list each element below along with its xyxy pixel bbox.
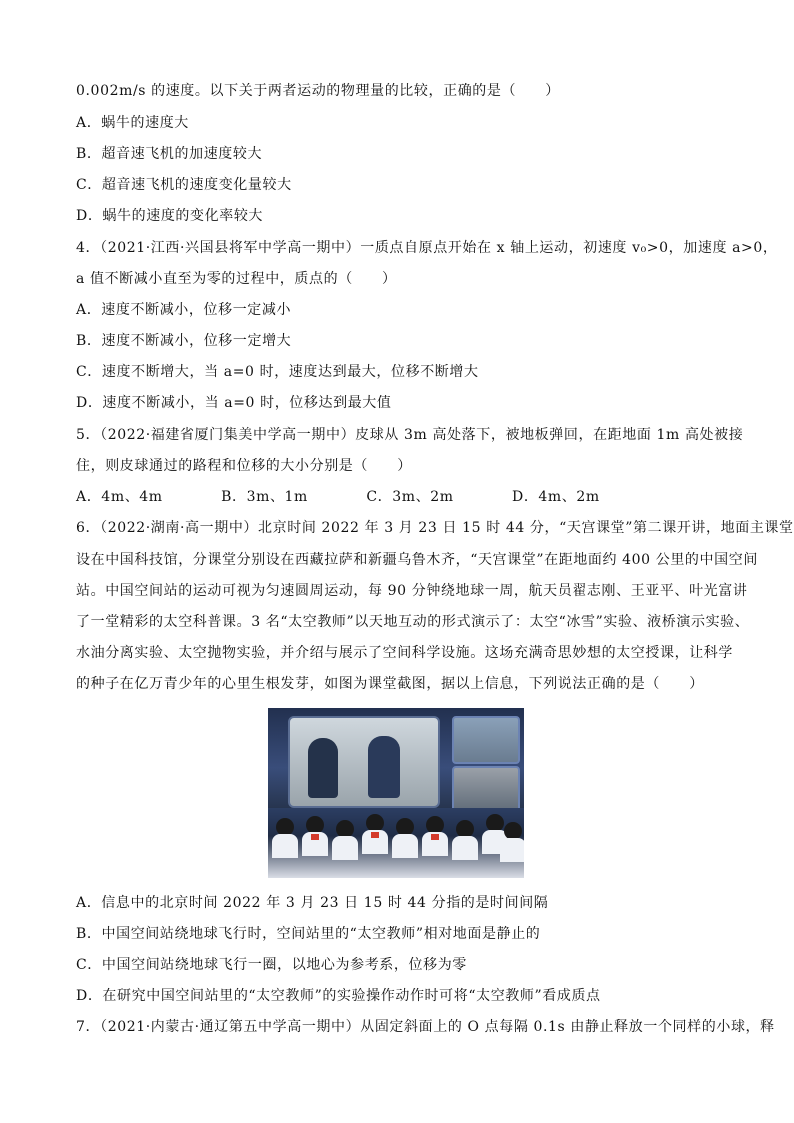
line-q6-stem-6: 的种子在亿万青少年的心里生根发芽，如图为课堂截图，据以上信息，下列说法正确的是（ ） xyxy=(76,676,704,692)
photo-astronaut xyxy=(368,736,400,798)
line-q6-option-b: B．中国空间站绕地球飞行时，空间站里的“太空教师”相对地面是静止的 xyxy=(76,926,541,942)
line-q3-option-b: B．超音速飞机的加速度较大 xyxy=(76,146,263,162)
line-q6-option-a: A．信息中的北京时间 2022 年 3 月 23 日 15 时 44 分指的是时间间隔 xyxy=(76,895,549,911)
photo-side-panel xyxy=(452,716,520,764)
line-q6-stem-2: 设在中国科技馆，分课堂分别设在西藏拉萨和新疆乌鲁木齐，“天宫课堂”在距地面约 400 公里的中国空间 xyxy=(76,552,758,568)
line-q4-option-c: C．速度不断增大，当 a=0 时，速度达到最大，位移不断增大 xyxy=(76,364,479,380)
line-q3-stem-end: 0.002m/s 的速度。以下关于两者运动的物理量的比较，正确的是（ ） xyxy=(76,83,560,99)
line-q6-stem-3: 站。中国空间站的运动可视为匀速圆周运动，每 90 分钟绕地球一周，航天员翟志刚、王亚平、叶光富讲 xyxy=(76,583,748,599)
line-q7-stem-1: 7．（2021·内蒙古·通辽第五中学高一期中）从固定斜面上的 O 点每隔 0.1s 由静止释放一个同样的小球，释 xyxy=(76,1019,775,1035)
line-q5-stem-2: 住，则皮球通过的路程和位移的大小分别是（ ） xyxy=(76,458,412,474)
line-q4-option-a: A．速度不断减小，位移一定减小 xyxy=(76,302,292,318)
line-q4-option-d: D．速度不断减小，当 a=0 时，位移达到最大值 xyxy=(76,395,392,411)
line-q3-option-c: C．超音速飞机的速度变化量较大 xyxy=(76,177,292,193)
photo-astronaut xyxy=(308,738,338,798)
line-q6-stem-5: 水油分离实验、太空抛物实验，并介绍与展示了空间科学设施。这场充满奇思妙想的太空授课，让科学 xyxy=(76,645,733,661)
line-q5-options: A．4m、4m B．3m、1m C．3m、2m D．4m、2m xyxy=(76,489,600,505)
line-q5-stem-1: 5．（2022·福建省厦门集美中学高一期中）皮球从 3m 高处落下，被地板弹回，在距地面 1m 高处被接 xyxy=(76,427,744,443)
line-q3-option-d: D．蜗牛的速度的变化率较大 xyxy=(76,208,264,224)
line-q6-option-c: C．中国空间站绕地球飞行一圈，以地心为参考系，位移为零 xyxy=(76,957,467,973)
classroom-photo xyxy=(268,708,524,878)
line-q6-stem-4: 了一堂精彩的太空科普课。3 名“太空教师”以天地互动的形式演示了：太空“冰雪”实验、液桥演示实验、 xyxy=(76,614,750,630)
photo-side-panel xyxy=(452,766,520,814)
line-q3-option-a: A．蜗牛的速度大 xyxy=(76,115,189,131)
line-q6-stem-1: 6．（2022·湖南·高一期中）北京时间 2022 年 3 月 23 日 15 时 44 分，“天宫课堂”第二课开讲，地面主课堂 xyxy=(76,520,794,536)
photo-audience xyxy=(268,808,524,878)
line-q4-stem-1: 4．（2021·江西·兴国县将军中学高一期中）一质点自原点开始在 x 轴上运动，初速度 v₀>0，加速度 a>0， xyxy=(76,240,778,256)
line-q4-stem-2: a 值不断减小直至为零的过程中，质点的（ ） xyxy=(76,271,397,287)
line-q4-option-b: B．速度不断减小，位移一定增大 xyxy=(76,333,292,349)
line-q6-option-d: D．在研究中国空间站里的“太空教师”的实验操作动作时可将“太空教师”看成质点 xyxy=(76,988,601,1004)
